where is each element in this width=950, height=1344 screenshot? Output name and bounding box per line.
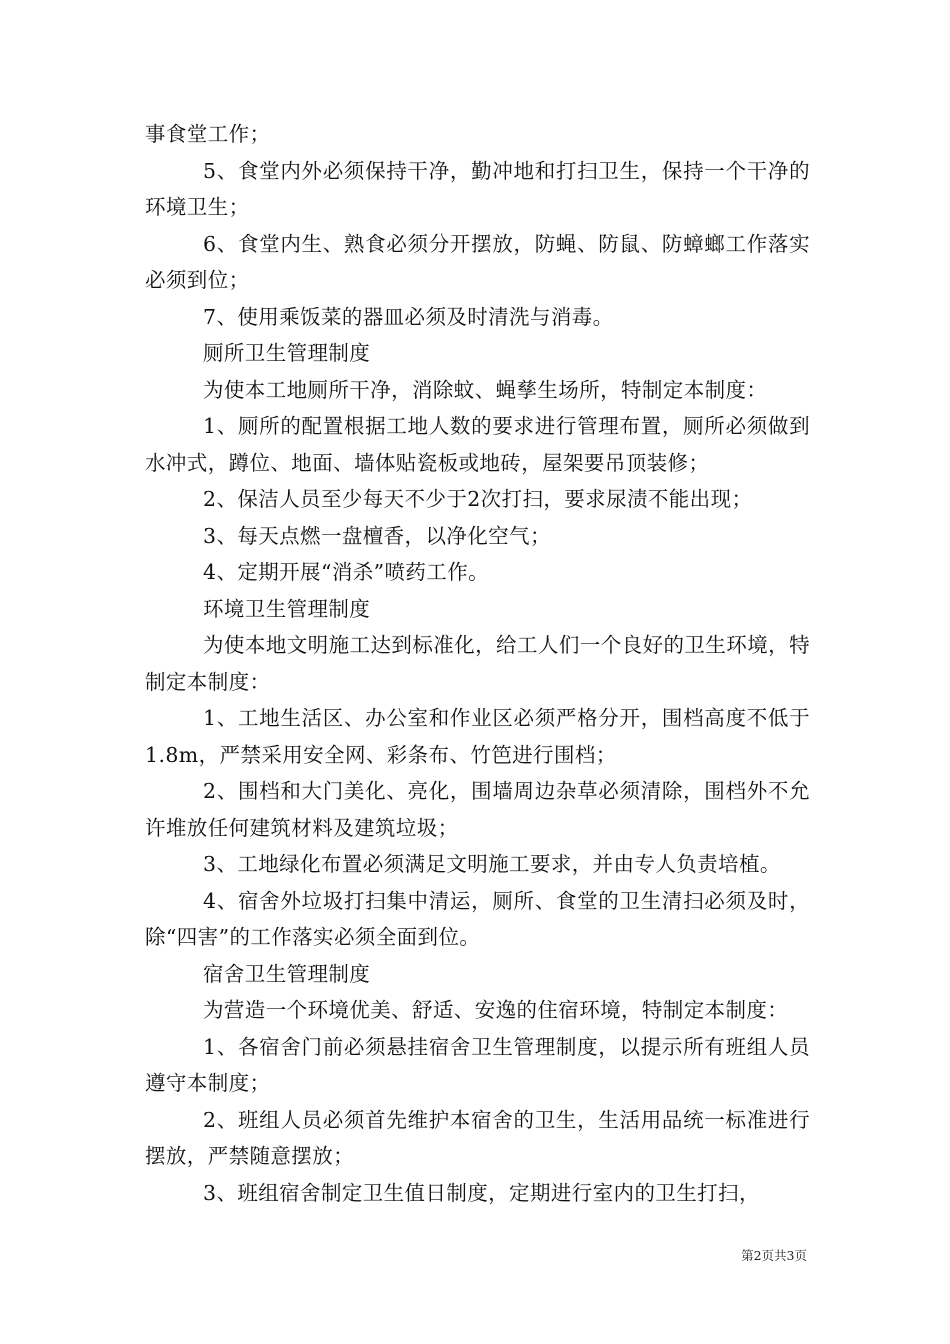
paragraph: 6、食堂内生、熟食必须分开摆放，防蝇、防鼠、防蟑螂工作落实必须到位； [145,231,810,292]
page-number: 第2页共3页 [741,1248,807,1263]
paragraph: 1、工地生活区、办公室和作业区必须严格分开，围档高度不低于1.8m，严禁采用安全网、彩条布、竹笆进行围档； [145,706,810,767]
paragraph: 7、使用乘饭菜的器皿必须及时清洗与消毒。 [203,304,614,329]
paragraph: 4、宿舍外垃圾打扫集中清运，厕所、食堂的卫生清扫必须及时，除“四害”的工作落实必须全面到位。 [145,888,810,949]
paragraph: 宿舍卫生管理制度 [203,961,371,986]
paragraph: 2、围档和大门美化、亮化，围墙周边杂草必须清除，围档外不允许堆放任何建筑材料及建筑垃圾； [145,779,810,840]
paragraph: 事食堂工作； [145,122,271,146]
paragraph: 1、厕所的配置根据工地人数的要求进行管理布置，厕所必须做到水冲式，蹲位、地面、墙体贴瓷板或地砖，屋架要吊顶装修； [145,414,810,475]
paragraph: 环境卫生管理制度 [203,596,371,621]
paragraph: 4、定期开展“消杀”喷药工作。 [203,560,490,584]
paragraph: 为使本地文明施工达到标准化，给工人们一个良好的卫生环境，特制定本制度： [145,633,810,694]
paragraph: 2、保洁人员至少每天不少于2次打扫，要求尿渍不能出现； [203,487,753,511]
document-body [145,116,810,1211]
paragraph: 为营造一个环境优美、舒适、安逸的住宿环境，特制定本制度： [203,998,789,1022]
paragraph: 3、工地绿化布置必须满足文明施工要求，并由专人负责培植。 [203,852,781,876]
paragraph: 为使本工地厕所干净，消除蚊、蝇孳生场所，特制定本制度： [203,377,768,402]
paragraph: 3、班组宿舍制定卫生值日制度，定期进行室内的卫生打扫， [203,1180,760,1205]
paragraph: 厕所卫生管理制度 [203,341,371,365]
paragraph: 2、班组人员必须首先维护本宿舍的卫生，生活用品统一标准进行摆放，严禁随意摆放； [145,1107,810,1168]
paragraph: 3、每天点燃一盘檀香，以净化空气； [203,523,551,548]
paragraph: 5、食堂内外必须保持干净，勤冲地和打扫卫生，保持一个干净的环境卫生； [145,158,810,219]
paragraph: 1、各宿舍门前必须悬挂宿舍卫生管理制度，以提示所有班组人员遵守本制度； [145,1034,810,1095]
